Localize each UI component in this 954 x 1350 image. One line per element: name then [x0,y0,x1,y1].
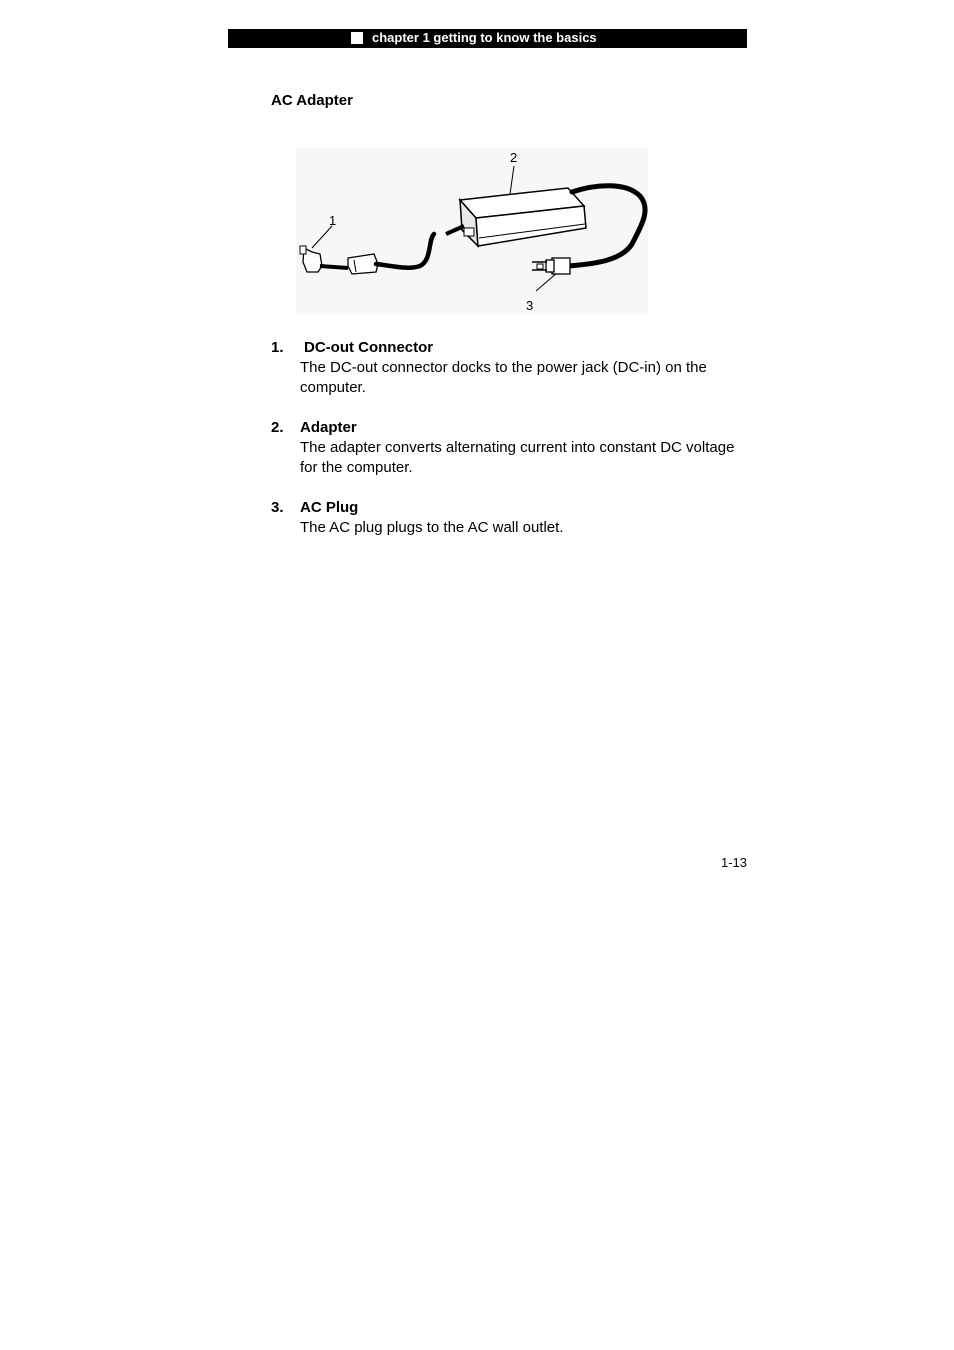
callout-2-label: 2 [510,150,518,165]
item-description: The adapter converts alternating current into constant DC voltage for the computer. [300,439,735,476]
item-number: 2. [271,419,284,436]
ac-adapter-illustration [296,148,648,314]
callout-3-label: 3 [526,298,534,313]
item-description: The DC-out connector docks to the power jack (DC-in) on the computer. [300,359,707,396]
callout-1-label: 1 [329,213,337,228]
section-title: AC Adapter [271,92,353,109]
ferrite-bead-icon [348,254,378,274]
item-description: The AC plug plugs to the AC wall outlet. [300,519,564,536]
page-number: 1-13 [720,855,747,870]
header-square-icon [351,32,363,44]
item-title: DC-out Connector [304,339,434,356]
item-number: 1. [271,339,284,356]
item-title: AC Plug [300,499,359,516]
item-title: Adapter [300,419,357,436]
item-number: 3. [271,499,284,516]
chapter-header-text: chapter 1 getting to know the basics [372,30,597,45]
chapter-header-bar [228,29,747,48]
